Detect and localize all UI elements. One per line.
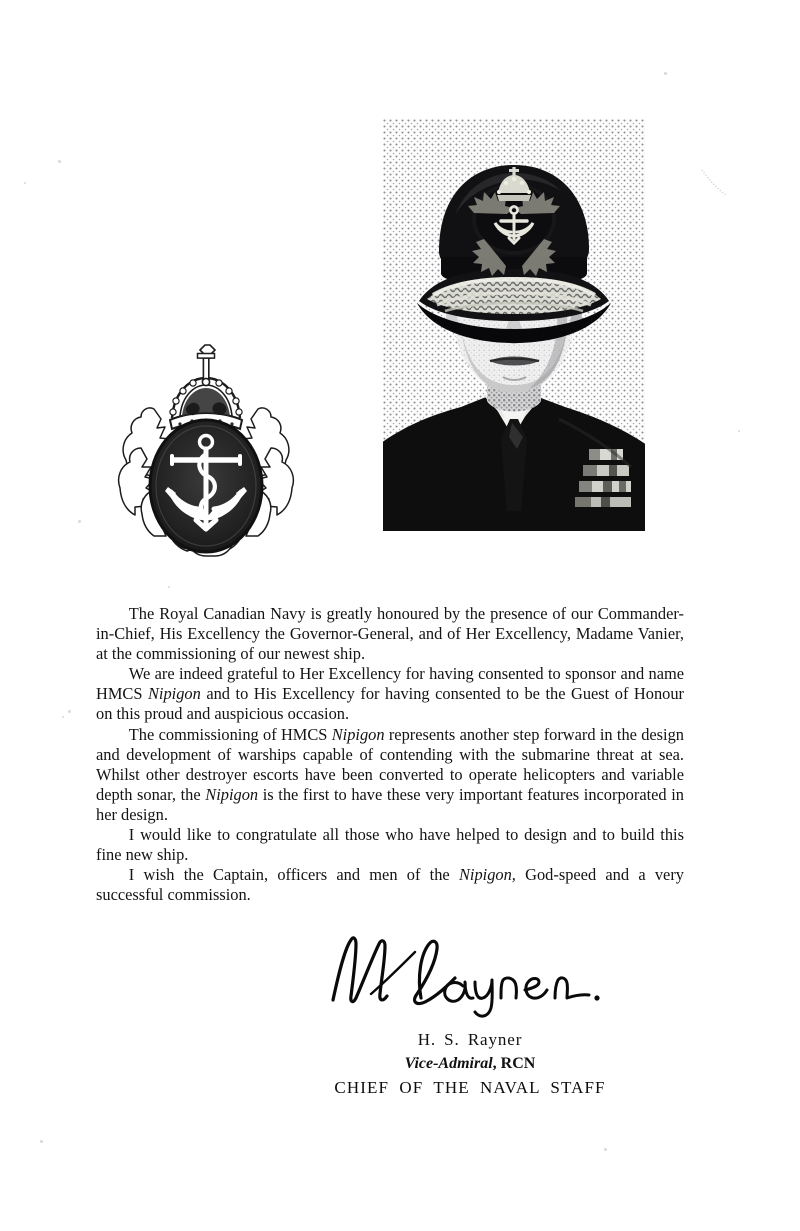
letter-paragraph [96, 664, 684, 724]
paragraph-text: and to His Excellency for having consented to be the Guest of Honour on this proud and auspicious occasion. [96, 684, 684, 724]
paragraph-text: I wish the Captain, officers and men of the [128, 865, 459, 885]
scan-speck [24, 182, 26, 184]
royal-canadian-navy-badge [108, 342, 304, 564]
scan-speck [78, 520, 81, 523]
paragraph-text: We are indeed grateful to Her Excellency for having consented to sponsor and name HMCS [96, 664, 684, 704]
portrait-photograph [383, 119, 645, 531]
scan-speck [68, 710, 71, 713]
signatory-rank [300, 1055, 640, 1073]
paragraph-text: The Royal Canadian Navy is greatly honoured by the presence of our Commander-in-Chief, His Excellency the Governor-General, and of Her Excellency, Madame Vanier, at the commissioning of our newest ship. [96, 604, 684, 664]
signature-block [300, 928, 640, 1098]
letter-paragraph [96, 604, 684, 664]
paragraph-text: God-speed and a very successful commission. [96, 865, 684, 905]
scan-speck [62, 716, 64, 718]
paragraph-text: The commissioning of HMCS [128, 724, 332, 744]
paragraph-text: is the first to have these very important features incorporated in her design. [96, 784, 684, 824]
ship-name: Nipigon [331, 724, 385, 744]
handwritten-signature [325, 928, 615, 1020]
scan-speck [58, 160, 61, 163]
scan-speck [40, 1140, 43, 1143]
scan-speck [168, 586, 170, 588]
letter-body [96, 604, 684, 905]
ship-name: Nipigon [205, 784, 259, 804]
scan-speck [738, 430, 740, 432]
ship-name: Nipigon [147, 684, 201, 704]
scan-speck [664, 72, 667, 75]
paragraph-text: I would like to congratulate all those who have helped to design and to build this fine new ship. [96, 825, 684, 865]
signatory-name: H. S. Rayner [417, 1030, 523, 1049]
scan-artifact-curve [700, 168, 738, 202]
ship-name: Nipigon, [458, 865, 516, 885]
rank-roman-part: , RCN [492, 1055, 536, 1072]
paragraph-text: represents another step forward in the design and development of warships capable of contending with the submarine threat at sea. Whilst other destroyer escorts have been converted to operate helicopters and variable depth sonar, the [96, 724, 684, 804]
rank-italic-part: Vice-Admiral [404, 1055, 493, 1072]
letter-paragraph [96, 825, 684, 865]
letter-paragraph [96, 725, 684, 825]
scan-speck [604, 1148, 607, 1151]
letter-paragraph [96, 865, 684, 905]
signatory-title: CHIEF OF THE NAVAL STAFF [334, 1078, 606, 1097]
